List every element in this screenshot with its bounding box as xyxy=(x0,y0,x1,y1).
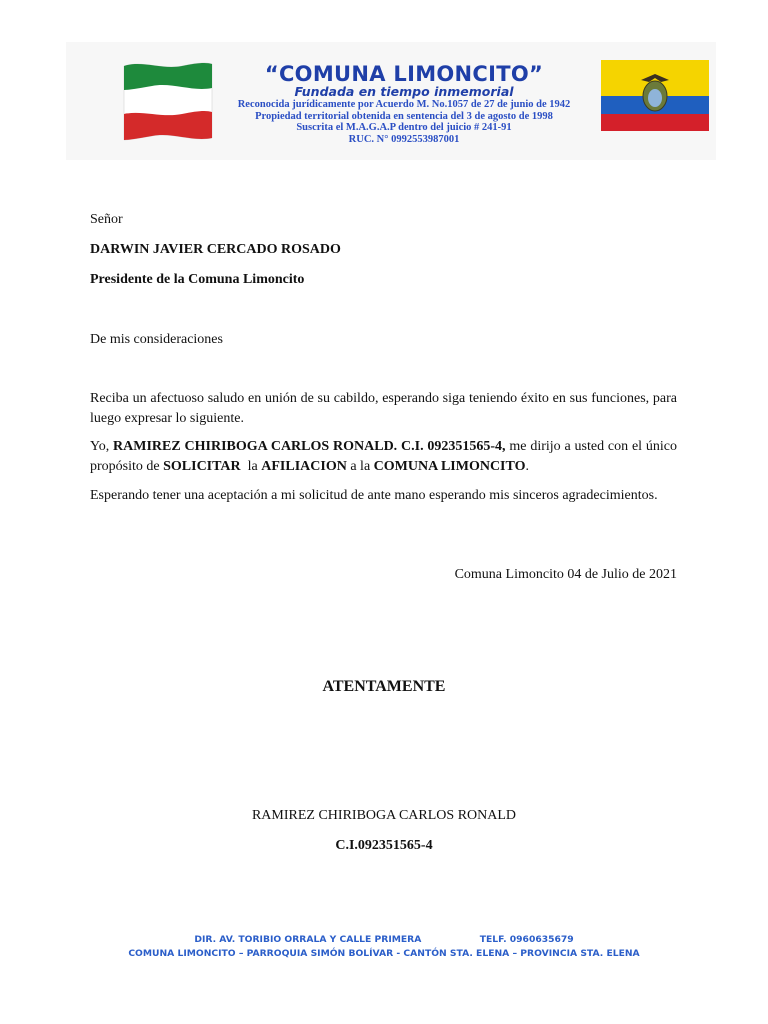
signer-name: RAMIREZ CHIRIBOGA CARLOS RONALD xyxy=(251,808,517,823)
closing: ATENTAMENTE xyxy=(322,678,446,695)
addressee-title: Presidente de la Comuna Limoncito xyxy=(90,272,305,287)
letterhead-title: “COMUNA LIMONCITO” xyxy=(264,62,544,86)
request-text: a la xyxy=(346,459,374,474)
paragraph-request xyxy=(90,437,677,477)
request-keyword: AFILIACION xyxy=(261,459,347,474)
request-text: Yo, xyxy=(90,439,114,454)
ecuador-flag-icon xyxy=(601,60,709,131)
comuna-flag-icon xyxy=(122,60,214,142)
letterhead-subtitle: Fundada en tiempo inmemorial xyxy=(294,84,514,99)
footer-contact xyxy=(0,934,768,945)
request-text: . xyxy=(525,459,529,474)
footer-address: DIR. AV. TORIBIO ORRALA Y CALLE PRIMERA xyxy=(194,934,422,945)
letterhead-line: RUC. N° 0992553987001 xyxy=(348,133,460,145)
opening-line: De mis consideraciones xyxy=(90,332,223,347)
paragraph-thanks: Esperando tener una aceptación a mi solicitud de ante mano esperando mis sinceros agradecimientos. xyxy=(90,488,658,503)
request-text: la xyxy=(240,459,262,474)
applicant-identity: RAMIREZ CHIRIBOGA CARLOS RONALD. C.I. 092351565-4, xyxy=(113,439,506,454)
letterhead-line: Reconocida jurídicamente por Acuerdo M. No.1057 de 27 de junio de 1942 xyxy=(237,99,571,110)
letterhead-text xyxy=(218,62,590,145)
request-keyword: SOLICITAR xyxy=(163,459,241,474)
letterhead-line: Suscrita el M.A.G.A.P dentro del juicio # 241-91 xyxy=(296,122,512,133)
footer-phone: TELF. 0960635679 xyxy=(479,934,574,945)
request-keyword: COMUNA LIMONCITO xyxy=(373,459,526,474)
letterhead-line: Propiedad territorial obtenida en sentencia del 3 de agosto de 1998 xyxy=(255,110,553,122)
letter-date: Comuna Limoncito 04 de Julio de 2021 xyxy=(454,567,677,582)
paragraph-greeting: Reciba un afectuoso saludo en unión de su cabildo, esperando siga teniendo éxito en sus funciones, para luego expresar lo siguiente. xyxy=(90,391,677,426)
signer-id: C.I.092351565-4 xyxy=(335,838,433,853)
salutation: Señor xyxy=(90,212,123,227)
footer-location: COMUNA LIMONCITO – PARROQUIA SIMÓN BOLÍVAR - CANTÓN STA. ELENA – PROVINCIA STA. ELENA xyxy=(128,948,640,959)
request-text: me dirijo a usted con el único propósito de xyxy=(90,439,677,474)
addressee-name: DARWIN JAVIER CERCADO ROSADO xyxy=(90,242,341,257)
